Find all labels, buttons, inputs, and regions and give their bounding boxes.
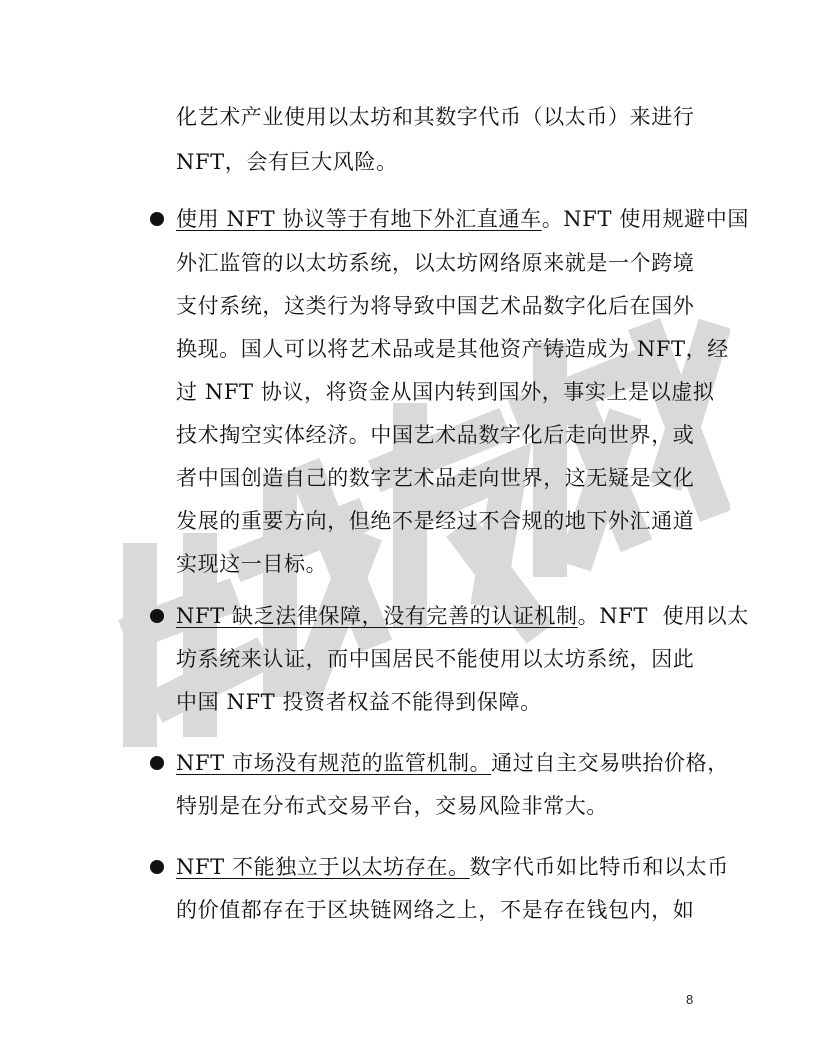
- bullet-1-line: 技术掏空实体经济。中国艺术品数字化后走向世界，或: [176, 423, 695, 447]
- bullet-1-line: 者中国创造自己的数字艺术品走向世界，这无疑是文化: [176, 466, 695, 490]
- page-number: 8: [686, 992, 694, 1007]
- bullet-1-line: 支付系统，这类行为将导致中国艺术品数字化后在国外: [176, 294, 695, 318]
- bullet-marker-3: [150, 756, 164, 770]
- bullet-1-heading: 使用 NFT 协议等于有地下外汇直通车: [176, 207, 542, 231]
- bullet-1-line: 实现这一目标。: [176, 552, 328, 576]
- bullet-marker-1: [150, 212, 164, 226]
- bullet-1-first-line: [176, 203, 749, 235]
- bullet-1-line: 外汇监管的以太坊系统，以太坊网络原来就是一个跨境: [176, 251, 695, 275]
- bullet-2-first-rest: 。NFT 使用以太: [577, 604, 749, 628]
- intro-line-1: 化艺术产业使用以太坊和其数字代币（以太币）来进行: [176, 105, 695, 129]
- bullet-2-first-line: [176, 600, 749, 632]
- bullet-3-first-line: [176, 747, 729, 779]
- bullet-2-line: 中国 NFT 投资者权益不能得到保障。: [176, 690, 542, 714]
- bullet-4-first-rest: 数字代币如比特币和以太币: [469, 855, 729, 879]
- bullet-1-line: 过 NFT 协议，将资金从国内转到国外，事实上是以虚拟: [176, 380, 715, 404]
- bullet-1-first-rest: 。NFT 使用规避中国: [541, 207, 749, 231]
- bullet-marker-4: [150, 860, 164, 874]
- bullet-1-line: 发展的重要方向，但绝不是经过不合规的地下外汇通道: [176, 509, 695, 533]
- bullet-3-first-rest: 通过自主交易哄抬价格，: [491, 751, 729, 775]
- bullet-2-line: 坊系统来认证，而中国居民不能使用以太坊系统，因此: [176, 647, 695, 671]
- bullet-3-line: 特别是在分布式交易平台，交易风险非常大。: [176, 794, 608, 818]
- bullet-4-heading: NFT 不能独立于以太坊存在。: [176, 855, 470, 879]
- bullet-3-heading: NFT 市场没有规范的监管机制。: [176, 751, 492, 775]
- intro-line-2: NFT，会有巨大风险。: [176, 150, 398, 174]
- bullet-1-line: 换现。国人可以将艺术品或是其他资产铸造成为 NFT，经: [176, 337, 729, 361]
- bullet-4-first-line: [176, 851, 729, 883]
- bullet-marker-2: [150, 609, 164, 623]
- bullet-2-heading: NFT 缺乏法律保障，没有完善的认证机制: [176, 604, 578, 628]
- bullet-4-line: 的价值都存在于区块链网络之上，不是存在钱包内，如: [176, 898, 695, 922]
